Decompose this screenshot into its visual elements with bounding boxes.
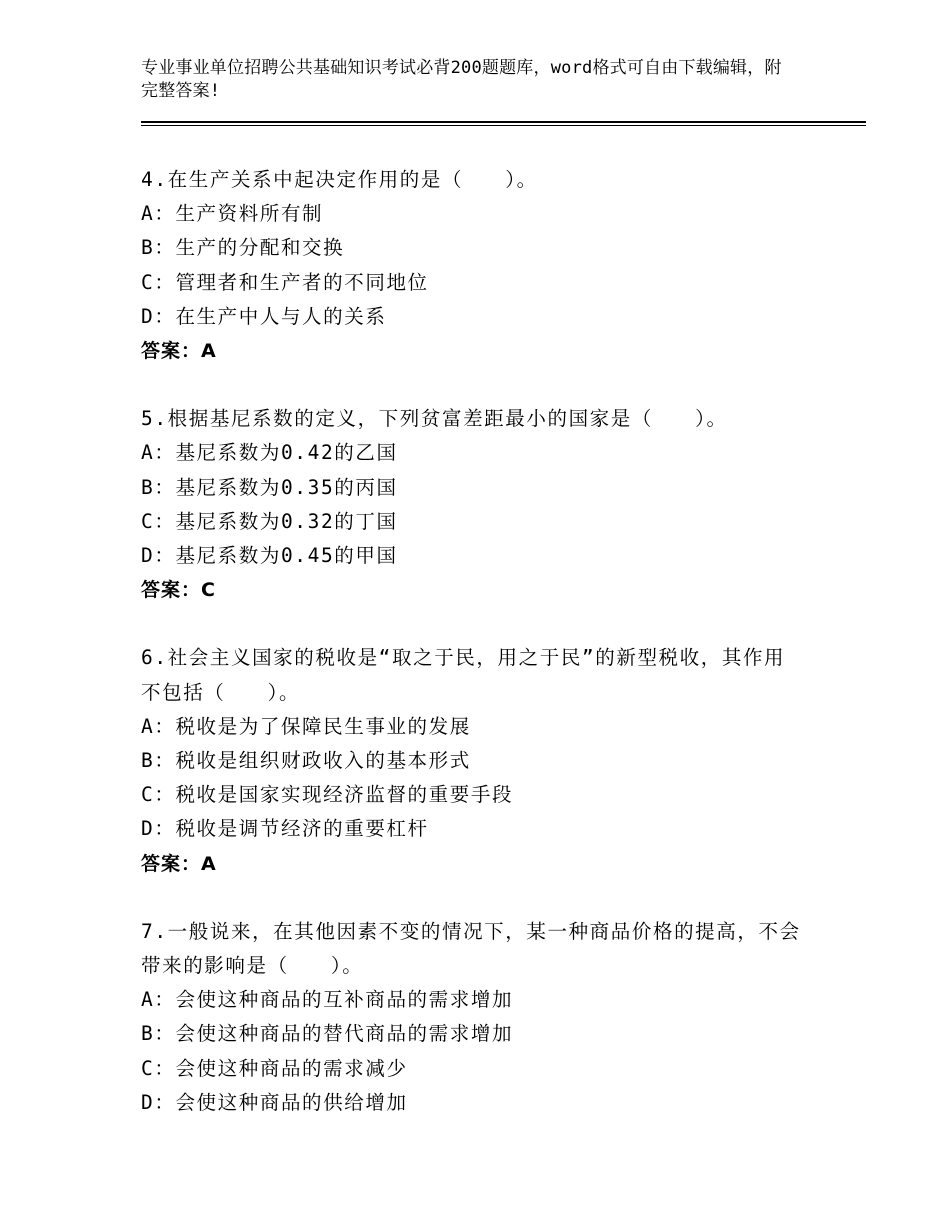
question-item — [141, 402, 801, 607]
option-a: A：生产资料所有制 — [141, 202, 324, 226]
question-item — [141, 163, 801, 368]
option-c: C：管理者和生产者的不同地位 — [141, 270, 429, 294]
option-d: D：会使这种商品的供给增加 — [141, 1090, 408, 1114]
question-stem: 7.一般说来，在其他因素不变的情况下，某一种商品价格的提高，不会带来的影响是（ ）。 — [141, 919, 801, 978]
option-c: C：税收是国家实现经济监督的重要手段 — [141, 783, 514, 807]
question-stem: 4.在生产关系中起决定作用的是（ ）。 — [141, 168, 538, 191]
option-b: B：会使这种商品的替代商品的需求增加 — [141, 1022, 514, 1046]
header-rule — [141, 121, 866, 123]
question-item — [141, 641, 801, 880]
question-stem: 5.根据基尼系数的定义，下列贫富差距最小的国家是（ ）。 — [141, 407, 728, 431]
option-c: C：基尼系数为0.32的丁国 — [141, 509, 398, 533]
answer-line: 答案：A — [141, 852, 217, 875]
option-a: A：税收是为了保障民生事业的发展 — [141, 714, 471, 738]
answer-line: 答案：C — [141, 579, 216, 602]
question-list — [141, 163, 801, 1154]
option-b: B：生产的分配和交换 — [141, 236, 345, 260]
option-d: D：基尼系数为0.45的甲国 — [141, 544, 398, 568]
option-d: D：在生产中人与人的关系 — [141, 304, 387, 328]
option-a: A：基尼系数为0.42的乙国 — [141, 441, 398, 465]
answer-line: 答案：A — [141, 340, 217, 363]
option-a: A：会使这种商品的互补商品的需求增加 — [141, 988, 514, 1012]
document-header: 专业事业单位招聘公共基础知识考试必背200题题库，word格式可自由下载编辑，附完整答案! — [141, 58, 782, 101]
option-c: C：会使这种商品的需求减少 — [141, 1056, 408, 1080]
question-stem: 6.社会主义国家的税收是“取之于民，用之于民”的新型税收，其作用不包括（ ）。 — [141, 646, 786, 704]
option-b: B：税收是组织财政收入的基本形式 — [141, 749, 471, 773]
option-d: D：税收是调节经济的重要杠杆 — [141, 817, 429, 841]
question-item — [141, 915, 801, 1120]
option-b: B：基尼系数为0.35的丙国 — [141, 475, 398, 499]
header-rule-thin — [141, 125, 866, 126]
